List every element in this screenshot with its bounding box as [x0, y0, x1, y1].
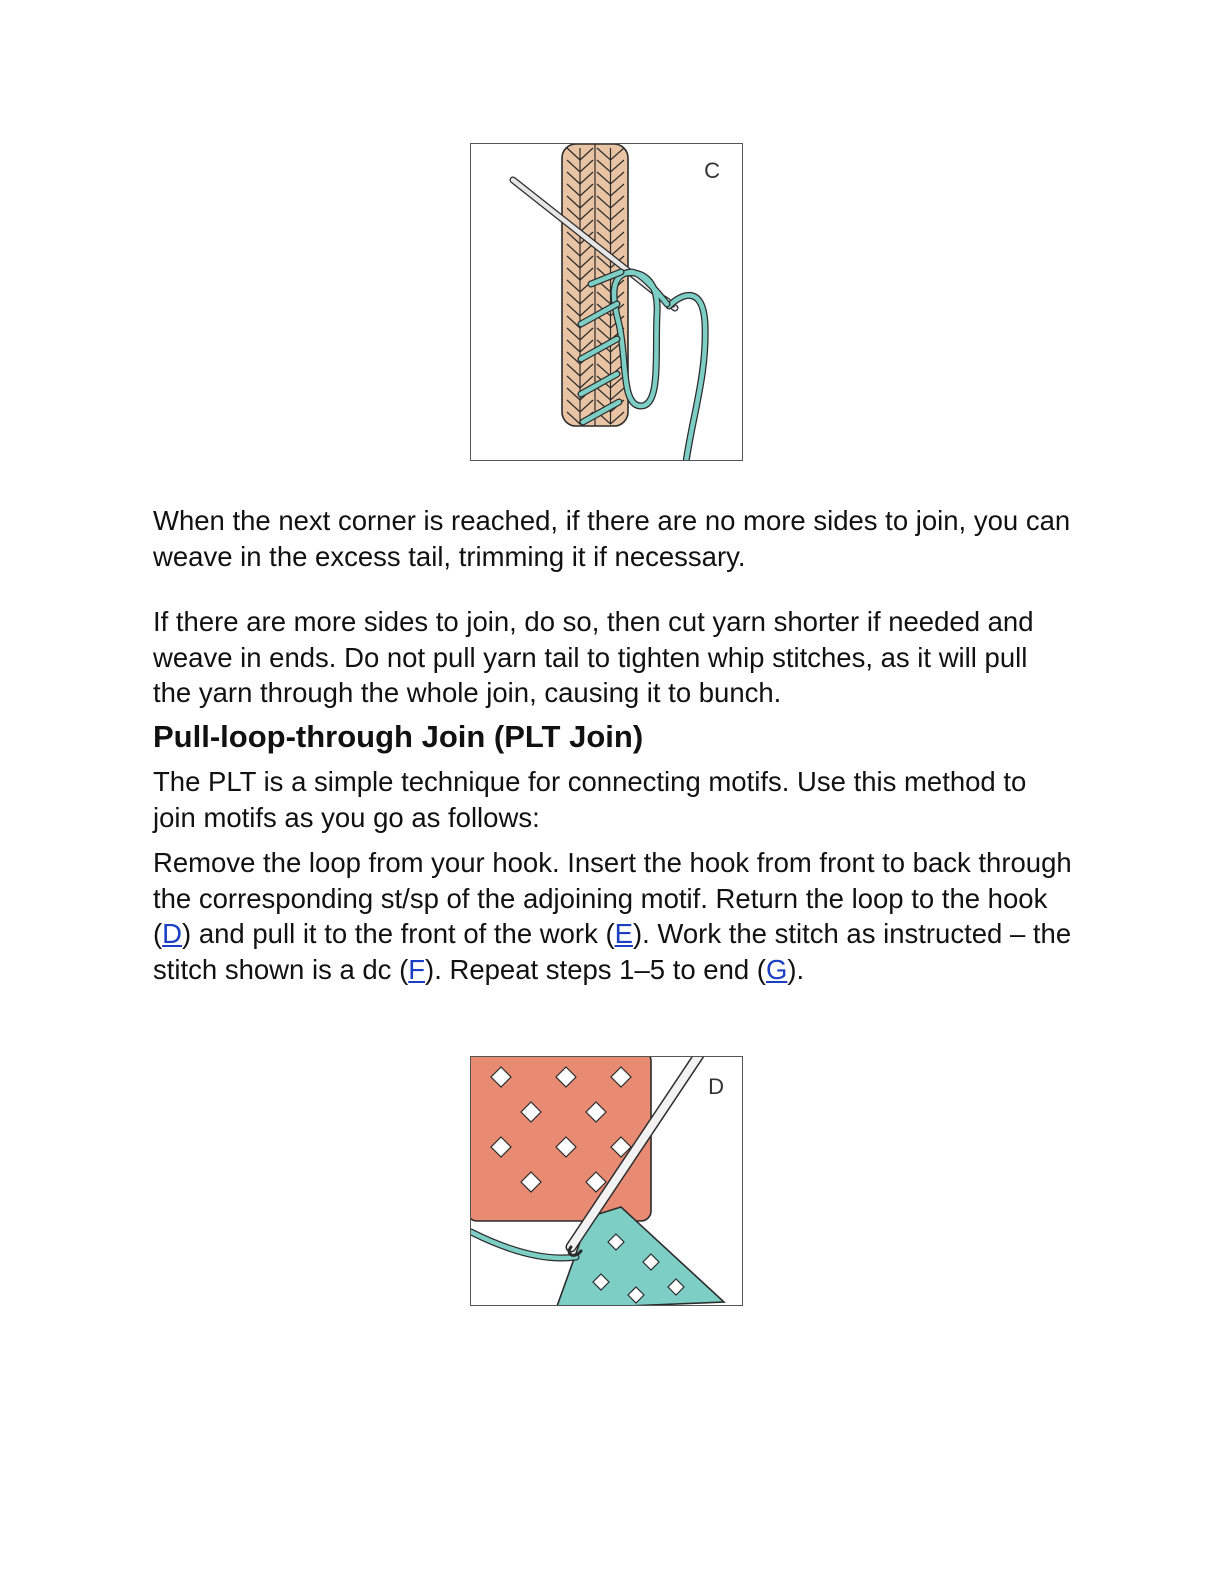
link-figure-e[interactable]: E: [614, 918, 633, 950]
paragraph-more-sides: If there are more sides to join, do so, then cut yarn shorter if needed and weave in ends. Do not pull yarn tail to tighten whip stitches, as it will pull the yarn through the whole join, causing it to bunch.: [153, 606, 1034, 709]
paragraph-plt-intro: The PLT is a simple technique for connecting motifs. Use this method to join motifs as you go as follows:: [153, 766, 1027, 833]
link-figure-d[interactable]: D: [162, 918, 183, 950]
link-figure-g[interactable]: G: [765, 954, 788, 986]
coral-motif: [471, 1057, 651, 1221]
figure-label-c: C: [704, 158, 720, 183]
figure-label-d: D: [708, 1074, 724, 1099]
figure-c-whip-stitch: [470, 143, 743, 461]
plt-join-illustration: [471, 1057, 743, 1306]
figure-d-plt-join: [470, 1056, 743, 1306]
plt-steps-text-2: ) and pull it to the front of the work (: [182, 918, 615, 950]
paragraph-weave-tail: When the next corner is reached, if there are no more sides to join, you can weave in the excess tail, trimming it if necessary.: [153, 505, 1071, 572]
whip-stitch-illustration: [471, 144, 743, 461]
plt-steps-text-3: ). Work the stitch as instructed – the stitch shown is a dc (: [153, 918, 1072, 986]
section-heading-plt-join: Pull-loop-through Join (PLT Join): [153, 719, 644, 754]
plt-steps-text-4: ). Repeat steps 1–5 to end (: [425, 954, 766, 986]
paragraph-plt-steps: [153, 845, 1073, 988]
plt-steps-text-1: Remove the loop from your hook. Insert the hook from front to back through the corresponding st/sp of the adjoining motif. Return the loop to the hook (: [153, 847, 1072, 950]
link-figure-f[interactable]: F: [408, 954, 426, 986]
teal-yarn-tail: [471, 1232, 576, 1258]
plt-steps-text-5: ).: [787, 954, 805, 986]
